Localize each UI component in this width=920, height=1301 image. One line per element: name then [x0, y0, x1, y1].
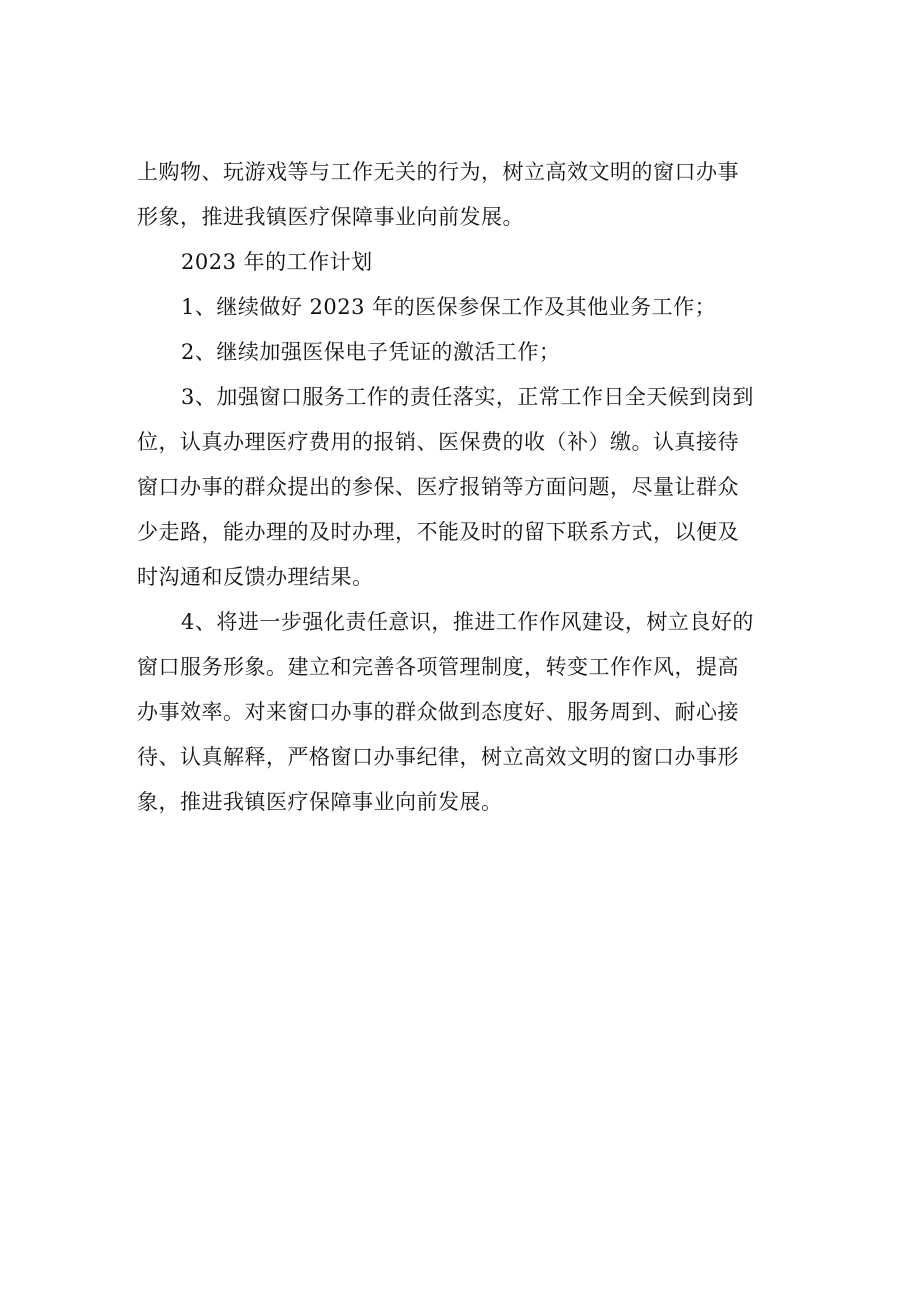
text-line: 上购物、玩游戏等与工作无关的行为，树立高效文明的窗口办事 — [137, 160, 739, 184]
plan-item-3 — [137, 375, 785, 600]
text-line: 2023 年的工作计划 — [181, 250, 373, 274]
text-line: 窗口办事的群众提出的参保、医疗报销等方面问题，尽量让群众 — [137, 475, 739, 499]
text-line: 象，推进我镇医疗保障事业向前发展。 — [137, 790, 503, 814]
text-line: 3、加强窗口服务工作的责任落实，正常工作日全天候到岗到 — [181, 385, 754, 409]
plan-item-4 — [137, 600, 785, 825]
plan-item-2 — [137, 330, 785, 375]
text-line: 办事效率。对来窗口办事的群众做到态度好、服务周到、耐心接 — [137, 700, 739, 724]
text-line: 窗口服务形象。建立和完善各项管理制度，转变工作作风，提高 — [137, 655, 739, 679]
text-line: 位，认真办理医疗费用的报销、医保费的收（补）缴。认真接待 — [137, 430, 739, 454]
text-line: 时沟通和反馈办理结果。 — [137, 565, 374, 589]
text-line: 形象，推进我镇医疗保障事业向前发展。 — [137, 205, 524, 229]
plan-heading — [137, 240, 785, 285]
text-line: 待、认真解释，严格窗口办事纪律，树立高效文明的窗口办事形 — [137, 745, 739, 769]
continuation-paragraph — [137, 150, 785, 240]
text-line: 2、继续加强医保电子凭证的激活工作； — [181, 340, 561, 364]
text-line: 少走路，能办理的及时办理，不能及时的留下联系方式，以便及 — [137, 520, 739, 544]
document-body — [137, 150, 785, 825]
text-line: 1、继续做好 2023 年的医保参保工作及其他业务工作； — [181, 295, 717, 319]
text-line: 4、将进一步强化责任意识，推进工作作风建设，树立良好的 — [181, 610, 754, 634]
plan-item-1 — [137, 285, 785, 330]
